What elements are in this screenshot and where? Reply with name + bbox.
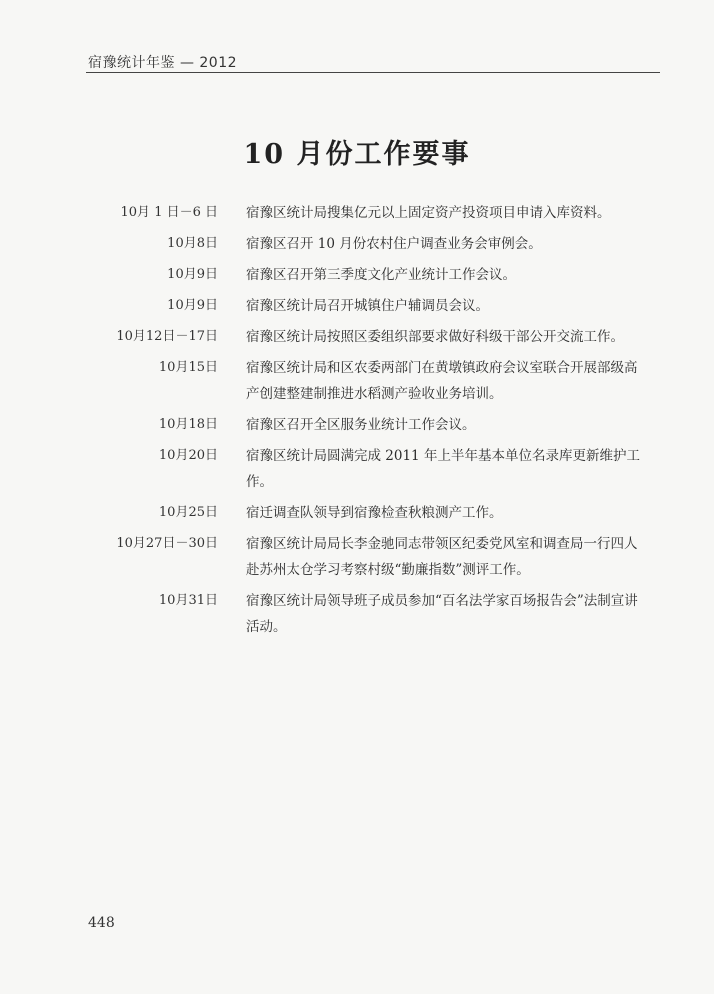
entry-date: 10月15日	[158, 360, 218, 375]
entry-date: 10月9日	[167, 298, 218, 313]
page-title: 10 月份工作要事	[243, 139, 471, 170]
list-item	[100, 324, 660, 350]
entry-text: 宿豫区统计局搜集亿元以上固定资产投资项目申请入库资料。	[246, 205, 611, 221]
entry-text: 宿豫区统计局局长李金驰同志带领区纪委党风室和调查局一行四人赴苏州太仓学习考察村级“勤廉指数”测评工作。	[246, 536, 638, 578]
list-item	[100, 443, 660, 495]
list-item	[100, 231, 660, 257]
list-item	[100, 355, 660, 407]
entry-date: 10月8日	[167, 236, 218, 251]
entry-date: 10月20日	[158, 448, 218, 463]
entry-text: 宿迁调查队领导到宿豫检查秋粮测产工作。	[246, 505, 503, 521]
list-item	[100, 412, 660, 438]
entry-date: 10月27日－30日	[116, 536, 218, 551]
entry-text: 宿豫区统计局领导班子成员参加“百名法学家百场报告会”法制宣讲活动。	[246, 593, 638, 635]
entry-text: 宿豫区召开第三季度文化产业统计工作会议。	[246, 267, 516, 283]
list-item	[100, 531, 660, 583]
entry-date: 10月9日	[167, 267, 218, 282]
entry-date: 10月31日	[158, 593, 218, 608]
entry-text: 宿豫区统计局圆满完成 2011 年上半年基本单位名录库更新维护工作。	[246, 448, 640, 490]
list-item	[100, 588, 660, 640]
header-divider	[86, 72, 660, 73]
entry-text: 宿豫区统计局和区农委两部门在黄墩镇政府会议室联合开展部级高产创建整建制推进水稻测产验收业务培训。	[246, 360, 638, 402]
page-number: 448	[88, 915, 115, 931]
entry-date: 10月 1 日－6 日	[120, 205, 218, 220]
entry-date: 10月12日－17日	[116, 329, 218, 344]
list-item	[100, 262, 660, 288]
list-item	[100, 200, 660, 226]
entry-text: 宿豫区统计局按照区委组织部要求做好科级干部公开交流工作。	[246, 329, 624, 345]
running-header: 宿豫统计年鉴 — 2012	[88, 55, 238, 71]
entry-text: 宿豫区召开全区服务业统计工作会议。	[246, 417, 476, 433]
entry-date: 10月25日	[158, 505, 218, 520]
list-item	[100, 500, 660, 526]
entry-text: 宿豫区统计局召开城镇住户辅调员会议。	[246, 298, 489, 314]
list-item	[100, 293, 660, 319]
event-list	[100, 200, 660, 645]
entry-text: 宿豫区召开 10 月份农村住户调查业务会审例会。	[246, 236, 542, 252]
entry-date: 10月18日	[158, 417, 218, 432]
